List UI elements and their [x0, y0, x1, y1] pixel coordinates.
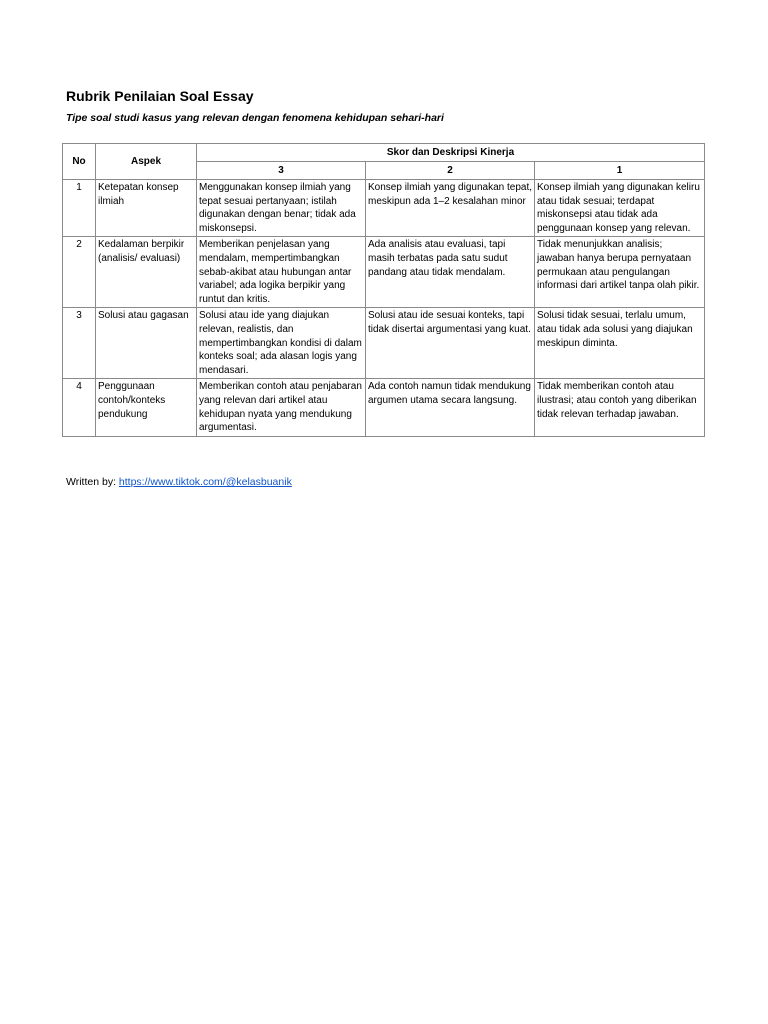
- row-number: 1: [63, 180, 96, 237]
- row-score-1-description: Tidak menunjukkan analisis; jawaban hanya berupa pernyataan permukaan atau pengulangan informasi dari artikel tanpa olah pikir.: [535, 237, 705, 308]
- row-score-3-description: Menggunakan konsep ilmiah yang tepat sesuai pertanyaan; istilah digunakan dengan benar; tidak ada miskonsepsi.: [197, 180, 366, 237]
- row-number: 3: [63, 308, 96, 379]
- row-score-2-description: Ada analisis atau evaluasi, tapi masih terbatas pada satu sudut pandang atau tidak mendalam.: [366, 237, 535, 308]
- table-row: [63, 237, 705, 308]
- header-score-3: 3: [197, 162, 366, 180]
- table-row: [63, 180, 705, 237]
- table-row: [63, 308, 705, 379]
- header-score-group: Skor dan Deskripsi Kinerja: [197, 144, 705, 162]
- rubric-table: [62, 143, 705, 437]
- footer-label: Written by:: [66, 476, 116, 488]
- document-subtitle: Tipe soal studi kasus yang relevan dengan fenomena kehidupan sehari-hari: [66, 112, 444, 124]
- row-number: 4: [63, 379, 96, 436]
- header-aspek: Aspek: [96, 144, 197, 180]
- row-score-3-description: Memberikan penjelasan yang mendalam, mempertimbangkan sebab-akibat atau hubungan antar variabel; ada logika berpikir yang runtut dan kritis.: [197, 237, 366, 308]
- author-link[interactable]: https://www.tiktok.com/@kelasbuanik: [118, 476, 292, 488]
- row-score-1-description: Solusi tidak sesuai, terlalu umum, atau tidak ada solusi yang diajukan meskipun diminta.: [535, 308, 705, 379]
- document-title: Rubrik Penilaian Soal Essay: [66, 88, 254, 104]
- row-aspect: Ketepatan konsep ilmiah: [96, 180, 197, 237]
- row-number: 2: [63, 237, 96, 308]
- table-row: [63, 379, 705, 436]
- header-score-1: 1: [535, 162, 705, 180]
- footer-credit: [66, 476, 292, 488]
- row-score-1-description: Konsep ilmiah yang digunakan keliru atau tidak sesuai; terdapat miskonsepsi atau tidak ada penggunaan konsep yang relevan.: [535, 180, 705, 237]
- row-aspect: Penggunaan contoh/konteks pendukung: [96, 379, 197, 436]
- row-score-3-description: Memberikan contoh atau penjabaran yang relevan dari artikel atau kehidupan nyata yang mendukung argumentasi.: [197, 379, 366, 436]
- row-score-2-description: Solusi atau ide sesuai konteks, tapi tidak disertai argumentasi yang kuat.: [366, 308, 535, 379]
- header-score-2: 2: [366, 162, 535, 180]
- header-no: No: [63, 144, 96, 180]
- row-score-2-description: Ada contoh namun tidak mendukung argumen utama secara langsung.: [366, 379, 535, 436]
- row-score-3-description: Solusi atau ide yang diajukan relevan, realistis, dan mempertimbangkan kondisi di dalam konteks soal; ada alasan logis yang mendasari.: [197, 308, 366, 379]
- row-aspect: Solusi atau gagasan: [96, 308, 197, 379]
- row-score-2-description: Konsep ilmiah yang digunakan tepat, meskipun ada 1–2 kesalahan minor: [366, 180, 535, 237]
- row-score-1-description: Tidak memberikan contoh atau ilustrasi; atau contoh yang diberikan tidak relevan terhadap jawaban.: [535, 379, 705, 436]
- row-aspect: Kedalaman berpikir (analisis/ evaluasi): [96, 237, 197, 308]
